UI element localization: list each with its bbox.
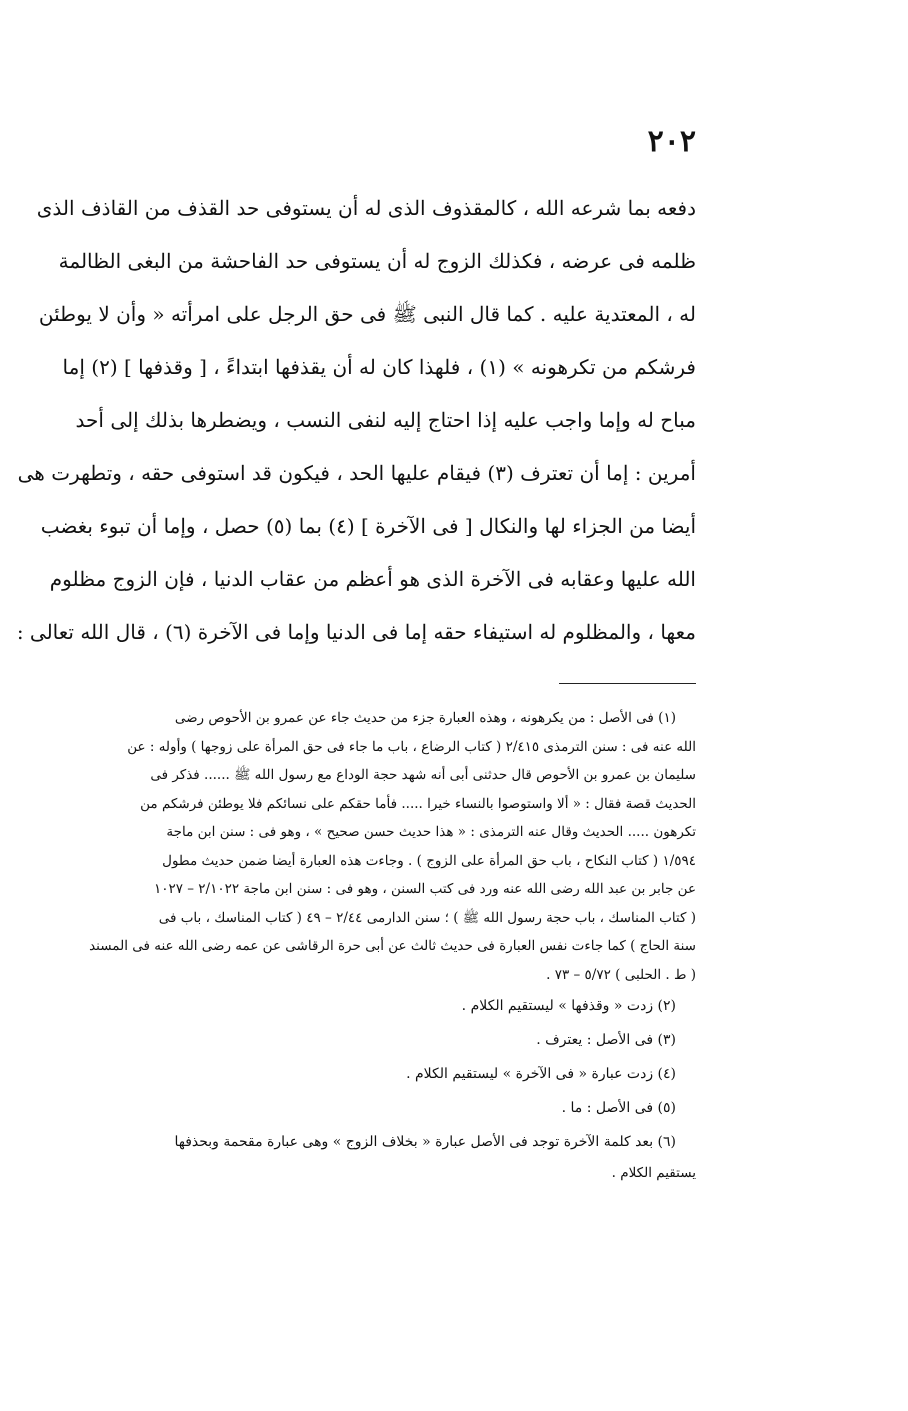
body-line: أمرين : إما أن تعترف (٣) فيقام عليها الحد ، فيكون قد استوفى حقه ، وتطهرت هى	[17, 461, 696, 485]
footnote-6-line: يستقيم الكلام .	[611, 1165, 696, 1181]
page-number: ٢٠٢	[647, 124, 696, 159]
footnote-1-line: سنة الحاج ) كما جاءت نفس العبارة فى حديث ثالث عن أبى حرة الرقاشى عن عمه رضى الله عنه فى المسند	[89, 938, 696, 954]
footnote-2: (٢) زدت « وقذفها » ليستقيم الكلام .	[461, 998, 676, 1014]
footnote-4: (٤) زدت عبارة « فى الآخرة » ليستقيم الكلام .	[406, 1066, 676, 1082]
footnotes	[89, 704, 696, 1188]
body-line: ظلمه فى عرضه ، فكذلك الزوج له أن يستوفى حد الفاحشة من البغى الظالمة	[58, 249, 696, 273]
footnote-5: (٥) فى الأصل : ما .	[561, 1100, 676, 1116]
footnote-1-line: الله عنه فى : سنن الترمذى ٢/٤١٥ ( كتاب الرضاع ، باب ما جاء فى حق المرأة على زوجها ) وأوله : عن	[127, 738, 696, 755]
body-line: معها ، والمظلوم له استيفاء حقه إما فى الدنيا وإما فى الآخرة (٦) ، قال الله تعالى :	[16, 620, 696, 644]
body-line: الله عليها وعقابه فى الآخرة الذى هو أعظم من عقاب الدنيا ، فإن الزوج مظلوم	[49, 567, 696, 591]
footnote-separator	[559, 683, 696, 684]
footnote-1-line: عن جابر بن عبد الله رضى الله عنه ورد فى كتب السنن ، وهو فى : سنن ابن ماجة ٢/١٠٢٢ – ١٠٢٧	[153, 881, 696, 897]
footnote-1-line: ( ط . الحلبى ) ٥/٧٢ – ٧٣ .	[546, 966, 696, 983]
body-line: فرشكم من تكرهونه » (١) ، فلهذا كان له أن يقذفها ابتداءً ، [ وقذفها ] (٢) إما	[62, 355, 696, 379]
footnote-1-line: سليمان بن عمرو بن الأحوص قال حدثنى أبى أنه شهد حجة الوداع مع رسول الله ﷺ ...... فذكر فى	[150, 767, 696, 783]
footnote-1-line: ( كتاب المناسك ، باب حجة رسول الله ﷺ ) ؛ سنن الدارمى ٢/٤٤ – ٤٩ ( كتاب المناسك ، باب فى	[158, 909, 696, 926]
main-text	[16, 182, 696, 659]
body-line: أيضا من الجزاء لها والنكال [ فى الآخرة ] (٤) بما (٥) حصل ، وإما أن تبوء بغضب	[40, 514, 696, 538]
footnote-1-line: تكرهون ..... الحديث وقال عنه الترمذى : « هذا حديث حسن صحيح » ، وهو فى : سنن ابن ماجة	[166, 824, 696, 840]
footnote-1-line: الحديث قصة فقال : « ألا واستوصوا بالنساء خيرا ..... فأما حقكم على نسائكم فلا يوطئن فرشكم من	[140, 795, 696, 812]
footnote-6-line: (٦) بعد كلمة الآخرة توجد فى الأصل عبارة « بخلاف الزوج » وهى عبارة مقحمة وبحذفها	[174, 1134, 676, 1150]
footnote-1-line: (١) فى الأصل : من يكرهونه ، وهذه العبارة جزء من حديث جاء عن عمرو بن الأحوص رضى	[174, 710, 676, 726]
body-line: مباح له وإما واجب عليه إذا احتاج إليه لنفى النسب ، ويضطرها بذلك إلى أحد	[75, 408, 696, 432]
body-line: له ، المعتدية عليه . كما قال النبى ﷺ فى حق الرجل على امرأته « وأن لا يوطئن	[38, 302, 696, 326]
footnote-3: (٣) فى الأصل : يعترف .	[536, 1032, 676, 1048]
footnote-1-line: ١/٥٩٤ ( كتاب النكاح ، باب حق المرأة على الزوج ) . وجاءت هذه العبارة أيضا ضمن حديث مطول	[162, 852, 696, 869]
body-line: دفعه بما شرعه الله ، كالمقذوف الذى له أن يستوفى حد القذف من القاذف الذى	[36, 196, 696, 220]
